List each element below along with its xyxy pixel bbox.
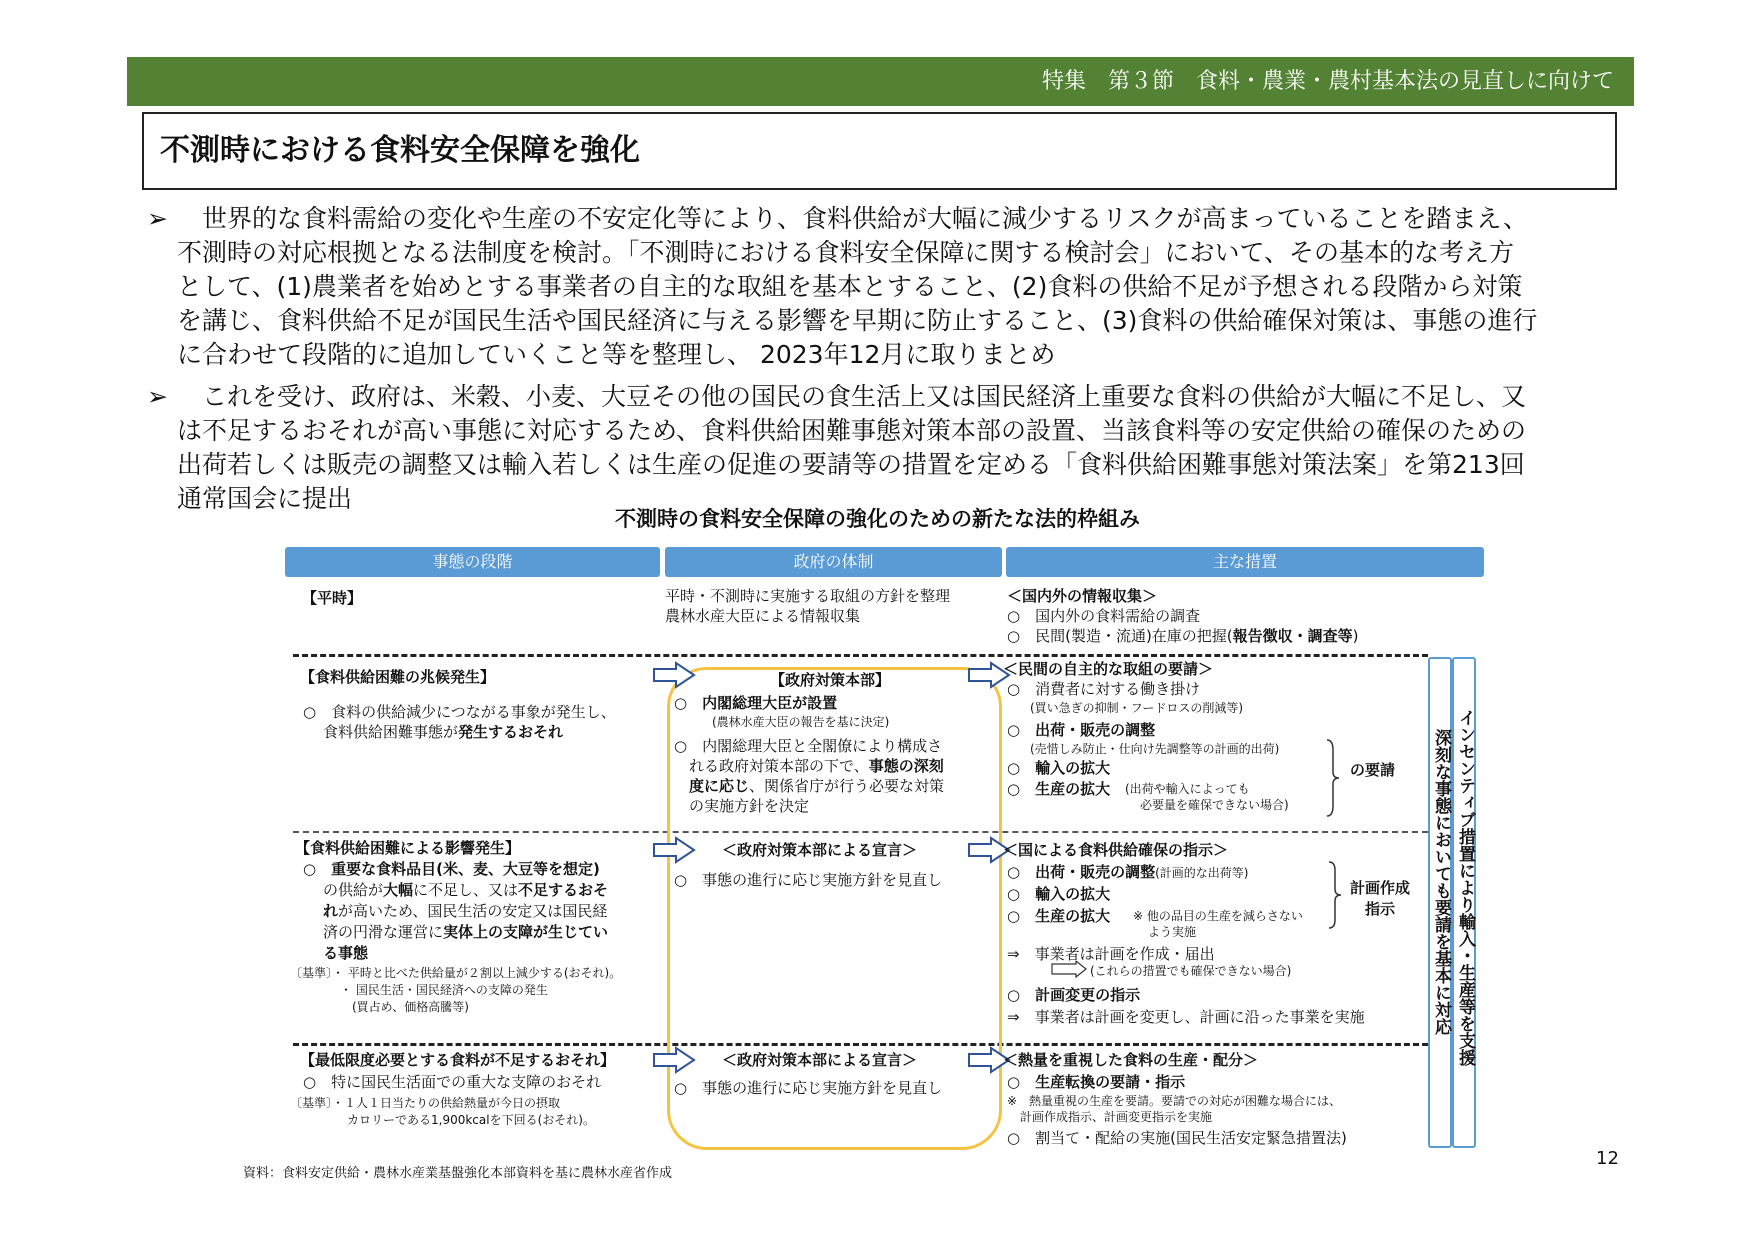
bullet-2 <box>147 380 1567 516</box>
measures-1-item: ○ 出荷・販売の調整 <box>1007 721 1156 739</box>
measures-2-note: よう実施 <box>1148 925 1197 939</box>
measures-2-item: ○ 生産の拡大 <box>1007 907 1111 925</box>
source-note: 資料：食料安定供給・農林水産業基盤強化本部資料を基に農林水産省作成 <box>243 1166 673 1181</box>
page-number: 12 <box>1596 1148 1619 1169</box>
stage-1-line: 食料供給困難事態が発生するおそれ <box>323 723 564 741</box>
stage-divider <box>293 654 1428 657</box>
bullet-1 <box>147 202 1567 372</box>
stage-3-line: ○ 特に国民生活面での重大な支障のおそれ <box>303 1073 602 1091</box>
gov-peacetime-line: 農林水産大臣による情報収集 <box>665 607 861 625</box>
stage-2-heading: 【食料供給困難による影響発生】 <box>295 839 521 857</box>
measures-1-item: ○ 輸入の拡大 <box>1007 759 1111 777</box>
gov-3-item: ○ 事態の進行に応じ実施方針を見直し <box>674 1079 943 1097</box>
bullet-1-line: 不測時の対応根拠となる法制度を検討。「不測時における食料安全保障に関する検討会」において、その基本的な考え方 <box>177 238 1515 267</box>
figure-title: 不測時の食料安全保障の強化のための新たな法的枠組み <box>615 507 1140 531</box>
bullet-2-line: これを受け、政府は、米穀、小麦、大豆その他の国民の食生活上又は国民経済上重要な食料の供給が大幅に不足し、又 <box>177 382 1527 411</box>
gov-1-note: (農林水産大臣の報告を基に決定) <box>712 715 890 729</box>
title-box <box>142 112 1617 190</box>
header-title: 特集 第３節 食料・農業・農村基本法の見直しに向けて <box>1041 69 1614 94</box>
bullet-1-line: に合わせて段階的に追加していくこと等を整理し、 2023年12月に取りまとめ <box>177 340 1056 369</box>
measures-peacetime-item: ○ 民間(製造・流通)在庫の把握(報告徴収・調査等) <box>1007 627 1359 645</box>
measures-3-heading: ＜熱量を重視した食料の生産・配分＞ <box>1003 1051 1259 1069</box>
stage-2-line: ○ 重要な食料品目(米、麦、大豆等を想定) <box>303 860 600 878</box>
bullet-arrow-icon: ➢ <box>147 204 168 233</box>
measures-1-note: (買い急ぎの抑制・フードロスの削減等) <box>1030 701 1244 715</box>
column-header-stage: 事態の段階 <box>285 547 660 577</box>
measures-2-heading: ＜国による食料供給確保の指示＞ <box>1003 841 1229 859</box>
gov-2-heading: ＜政府対策本部による宣言＞ <box>722 841 918 859</box>
measures-3-note: 計画作成指示、計画変更指示を実施 <box>1020 1110 1213 1124</box>
brace-icon <box>1325 738 1343 818</box>
measures-2-brace-label: 指示 <box>1365 900 1396 918</box>
stage-2-line: の供給が大幅に不足し、又は不足するおそ <box>323 881 609 899</box>
measures-1-note: (出荷や輸入によっても <box>1125 782 1250 796</box>
measures-2-item: ○ 出荷・販売の調整(計画的な出荷等) <box>1007 863 1249 881</box>
column-header-measures: 主な措置 <box>1006 547 1484 577</box>
measures-1-item: ○ 生産の拡大 <box>1007 780 1111 798</box>
gov-1-line: の実施方針を決定 <box>689 797 810 815</box>
bullet-arrow-icon: ➢ <box>147 382 168 411</box>
stage-2-criteria: (買占め、価格高騰等) <box>352 1000 469 1014</box>
bullet-2-line: 出荷若しくは販売の調整又は輸入若しくは生産の促進の要請等の措置を定める「食料供給困難事態対策法案」を第213回 <box>177 450 1525 479</box>
stage-3-heading: 【最低限度必要とする食料が不足するおそれ】 <box>300 1051 616 1069</box>
measures-3-note: ※ 熱量重視の生産を要請。要請での対応が困難な場合には、 <box>1007 1094 1342 1108</box>
bullet-1-line: として、(1)農業者を始めとする事業者の自主的な取組を基本とすること、(2)食料の供給不足が予想される段階から対策 <box>177 272 1523 301</box>
measures-1-note: 必要量を確保できない場合) <box>1140 798 1289 812</box>
bullet-2-line: は不足するおそれが高い事態に対応するため、食料供給困難事態対策本部の設置、当該食料等の安定供給の確保のための <box>177 416 1527 445</box>
measures-2-item: ○ 計画変更の指示 <box>1007 986 1141 1004</box>
measures-2-item: ⇒ 事業者は計画を変更し、計画に沿った事業を実施 <box>1007 1008 1365 1026</box>
bullet-2-line: 通常国会に提出 <box>177 484 353 513</box>
vertical-label-incentives: インセンティブ措置により輸入・生産等を支援 <box>1455 709 1475 1066</box>
measures-2-note: (これらの措置でも確保できない場合) <box>1090 964 1292 978</box>
measures-3-item: ○ 割当て・配給の実施(国民生活安定緊急措置法) <box>1007 1129 1347 1147</box>
measures-1-heading: ＜民間の自主的な取組の要請＞ <box>1003 660 1214 678</box>
measures-1-brace-label: の要請 <box>1350 761 1396 779</box>
vertical-label-requests: 深刻な事態においても要請を基本に対応 <box>1431 729 1451 1035</box>
measures-peacetime-item: ○ 国内外の食料需給の調査 <box>1007 607 1201 625</box>
measures-1-note: (売惜しみ防止・仕向け先調整等の計画的出荷) <box>1030 742 1280 756</box>
stage-peacetime: 【平時】 <box>302 589 363 607</box>
column-header-government: 政府の体制 <box>665 547 1002 577</box>
measures-2-brace-label: 計画作成 <box>1350 879 1411 897</box>
vertical-box-incentives <box>1452 657 1476 1148</box>
measures-2-note: ※ 他の品目の生産を減らさない <box>1133 909 1303 923</box>
gov-1-heading: 【政府対策本部】 <box>770 671 891 689</box>
measures-2-item: ⇒ 事業者は計画を作成・届出 <box>1007 945 1215 963</box>
bullet-1-line: を講じ、食料供給不足が国民生活や国民経済に与える影響を早期に防止すること、(3)食料の供給確保対策は、事態の進行 <box>177 306 1538 335</box>
stage-2-line: れが高いため、国民生活の安定又は国民経 <box>323 902 608 920</box>
page-title: 不測時における食料安全保障を強化 <box>160 133 640 168</box>
arrow-right-icon <box>650 835 700 865</box>
brace-icon <box>1327 860 1345 930</box>
stage-2-criteria: ・ 国民生活・国民経済への支障の発生 <box>340 983 548 997</box>
gov-peacetime-line: 平時・不測時に実施する取組の方針を整理 <box>665 587 951 605</box>
vertical-box-requests <box>1428 657 1452 1148</box>
arrow-right-icon <box>650 660 700 690</box>
measures-3-item: ○ 生産転換の要請・指示 <box>1007 1073 1186 1091</box>
header-bar <box>127 57 1634 106</box>
measures-2-item: ○ 輸入の拡大 <box>1007 885 1111 903</box>
stage-1-heading: 【食料供給困難の兆候発生】 <box>300 668 496 686</box>
gov-1-line: 度に応じ、関係省庁が行う必要な対策 <box>689 777 945 795</box>
stage-2-criteria: 〔基準〕・ 平時と比べた供給量が２割以上減少する(おそれ)。 <box>290 966 622 980</box>
gov-3-heading: ＜政府対策本部による宣言＞ <box>722 1051 918 1069</box>
stage-2-line: る事態 <box>323 944 369 962</box>
stage-2-line: 済の円滑な運営に実体上の支障が生じてい <box>323 923 609 941</box>
stage-3-criteria: 〔基準〕・１人１日当たりの供給熱量が今日の摂取 <box>290 1096 561 1110</box>
measures-1-item: ○ 消費者に対する働き掛け <box>1007 680 1201 698</box>
arrow-down-icon <box>1050 961 1090 981</box>
measures-peacetime-head: ＜国内外の情報収集＞ <box>1007 587 1158 605</box>
stage-3-criteria: カロリーである1,900kcalを下回る(おそれ)。 <box>347 1113 595 1127</box>
gov-2-item: ○ 事態の進行に応じ実施方針を見直し <box>674 871 943 889</box>
gov-1-item: ○ 内閣総理大臣が設置 <box>674 694 838 712</box>
gov-1-line: れる政府対策本部の下で、事態の深刻 <box>689 757 944 775</box>
gov-1-line: ○ 内閣総理大臣と全閣僚により構成さ <box>674 737 943 755</box>
stage-1-line: ○ 食料の供給減少につながる事象が発生し、 <box>303 703 616 721</box>
bullet-1-line: 世界的な食料需給の変化や生産の不安定化等により、食料供給が大幅に減少するリスクが高まっていることを踏まえ、 <box>177 204 1529 233</box>
arrow-right-icon <box>650 1045 700 1075</box>
